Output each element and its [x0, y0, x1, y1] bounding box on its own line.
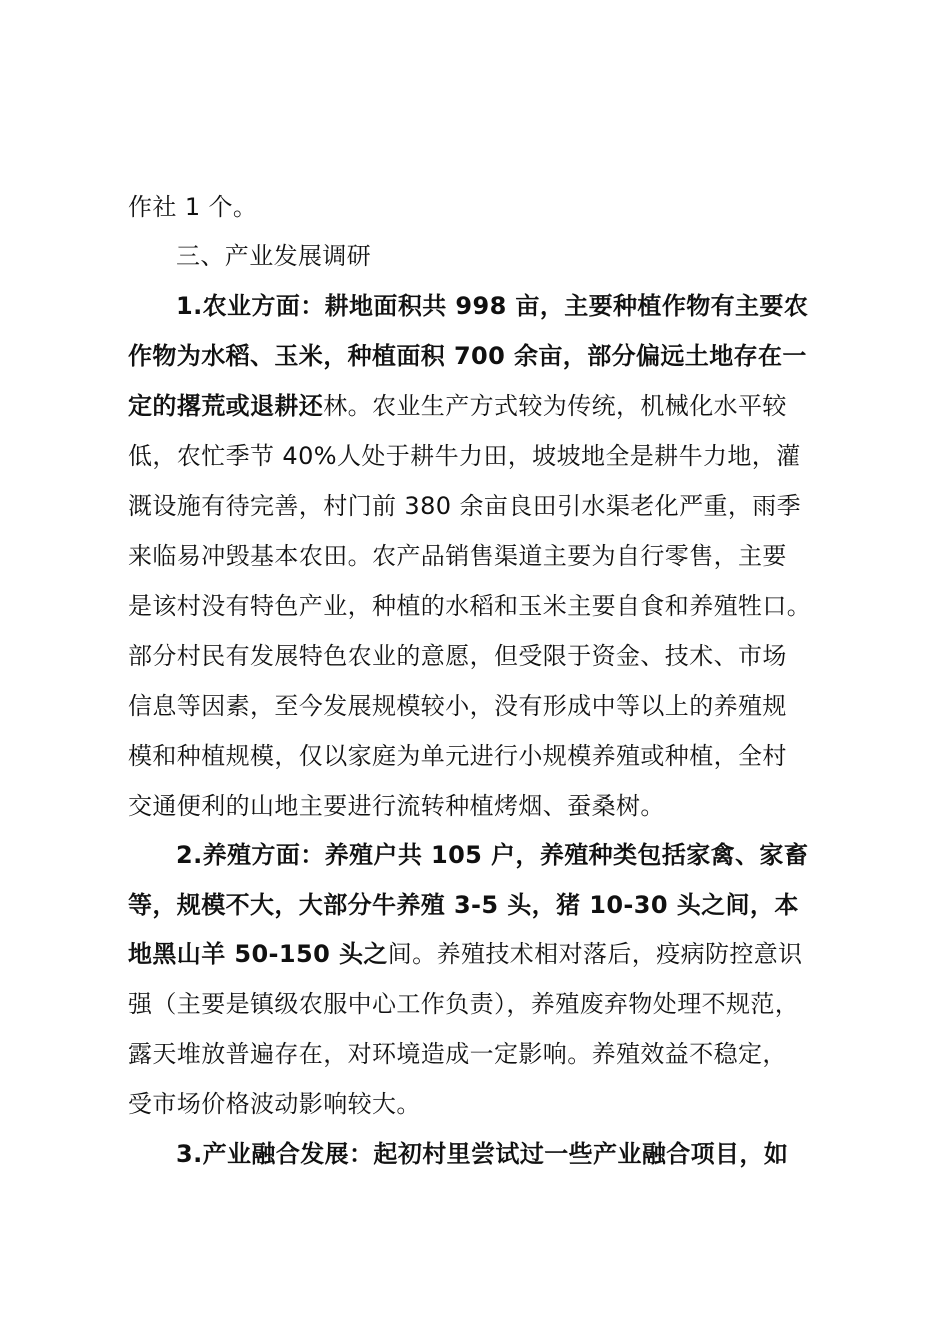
breeding-paragraph-line-2: 等，规模不大，大部分牛养殖 3-5 头，猪 10-30 头之间，本: [128, 891, 799, 919]
breeding-paragraph-line-4: 强（主要是镇级农服中心工作负责），养殖废弃物处理不规范，: [128, 990, 800, 1018]
breeding-paragraph-line-1: 2.养殖方面：养殖户共 105 户，养殖种类包括家禽、家畜: [176, 841, 809, 869]
section-heading: 三、产业发展调研: [176, 242, 372, 270]
agriculture-paragraph-line-11: 交通便利的山地主要进行流转种植烤烟、蚕桑树。: [128, 792, 665, 820]
agriculture-paragraph-line-4: 低，农忙季节 40%人处于耕牛力田，坡坡地全是耕牛力地，灌: [128, 442, 801, 470]
paragraph-line-1: 作社 1 个。: [128, 193, 258, 221]
agriculture-paragraph-line-3: 定的撂荒或退耕还林。农业生产方式较为传统，机械化水平较: [128, 392, 787, 420]
agriculture-paragraph-line-2: 作物为水稻、玉米，种植面积 700 余亩，部分偏远土地存在一: [128, 342, 807, 370]
agriculture-paragraph-line-7: 是该村没有特色产业，种植的水稻和玉米主要自食和养殖牲口。: [128, 592, 812, 620]
agriculture-paragraph-line-8: 部分村民有发展特色农业的意愿，但受限于资金、技术、市场: [128, 642, 787, 670]
agriculture-paragraph-line-9: 信息等因素，至今发展规模较小，没有形成中等以上的养殖规: [128, 692, 787, 720]
breeding-paragraph-line-3: 地黑山羊 50-150 头之间。养殖技术相对落后，疫病防控意识: [128, 940, 803, 968]
agriculture-paragraph-line-1: 1.农业方面：耕地面积共 998 亩，主要种植作物有主要农: [176, 292, 809, 320]
breeding-paragraph-line-6: 受市场价格波动影响较大。: [128, 1090, 421, 1118]
integration-paragraph-line-1: 3.产业融合发展：起初村里尝试过一些产业融合项目，如: [176, 1140, 789, 1168]
agriculture-paragraph-line-5: 溉设施有待完善，村门前 380 余亩良田引水渠老化严重，雨季: [128, 492, 802, 520]
agriculture-paragraph-line-10: 模和种植规模，仅以家庭为单元进行小规模养殖或种植，全村: [128, 742, 787, 770]
breeding-paragraph-line-5: 露天堆放普遍存在，对环境造成一定影响。养殖效益不稳定，: [128, 1040, 787, 1068]
agriculture-paragraph-line-6: 来临易冲毁基本农田。农产品销售渠道主要为自行零售，主要: [128, 542, 787, 570]
